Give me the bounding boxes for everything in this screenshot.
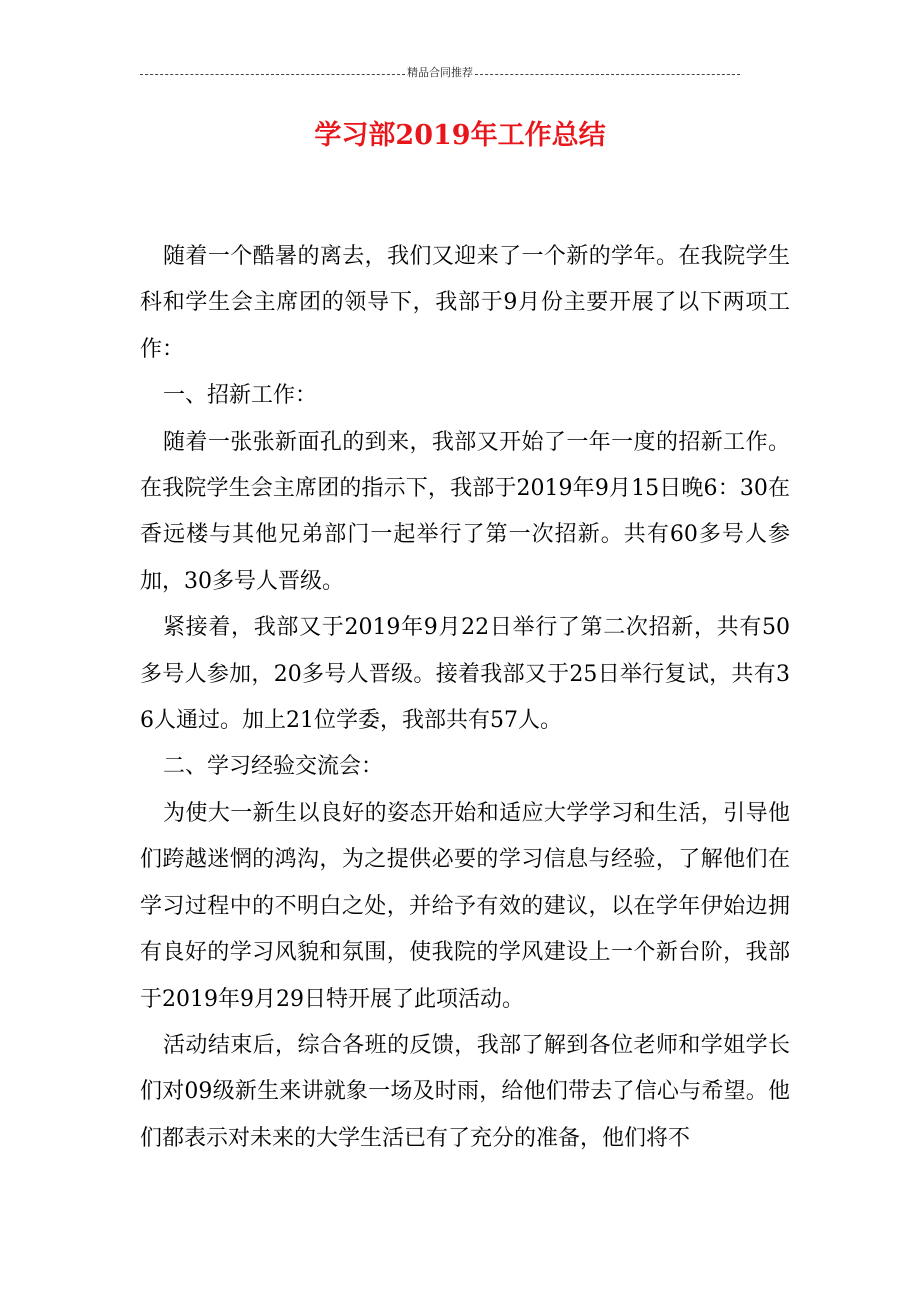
paragraph-exchange-feedback: 活动结束后，综合各班的反馈，我部了解到各位老师和学姐学长们对09级新生来讲就象一场及时雨，给他们带去了信心与希望。他们都表示对未来的大学生活已有了充分的准备，他们将不 <box>140 1032 790 1151</box>
paragraph-recruitment-second: 紧接着，我部又于2019年9月22日举行了第二次招新，共有50多号人参加，20多号人晋级。接着我部又于25日举行复试，共有36人通过。加上21位学委，我部共有57人。 <box>140 615 790 734</box>
paragraph-intro: 随着一个酷暑的离去，我们又迎来了一个新的学年。在我院学生科和学生会主席团的领导下，我部于9月份主要开展了以下两项工作： <box>140 244 790 362</box>
section-heading-exchange: 二、学习经验交流会： <box>163 754 384 780</box>
header-label: 精品合同推荐 <box>407 66 473 79</box>
paragraph-exchange-purpose: 为使大一新生以良好的姿态开始和适应大学学习和生活，引导他们跨越迷惘的鸿沟，为之提供必要的学习信息与经验，了解他们在学习过程中的不明白之处，并给予有效的建议，以在学年伊始边拥有良好的学习风貌和氛围，使我院的学风建设上一个新台阶，我部于2019年9月29日特开展了此项活动。 <box>140 800 790 1012</box>
header-dash-right <box>475 74 740 75</box>
header-dash-left <box>140 74 405 75</box>
document-body <box>140 234 790 1162</box>
paragraph-recruitment-first: 随着一张张新面孔的到来，我部又开始了一年一度的招新工作。在我院学生会主席团的指示下，我部于2019年9月15日晚6：30在香远楼与其他兄弟部门一起举行了第一次招新。共有60多号人参加，30多号人晋级。 <box>140 429 790 594</box>
header-rule <box>140 66 740 80</box>
section-heading-recruitment: 一、招新工作： <box>163 383 318 409</box>
document-title: 学习部2019年工作总结 <box>314 120 606 151</box>
